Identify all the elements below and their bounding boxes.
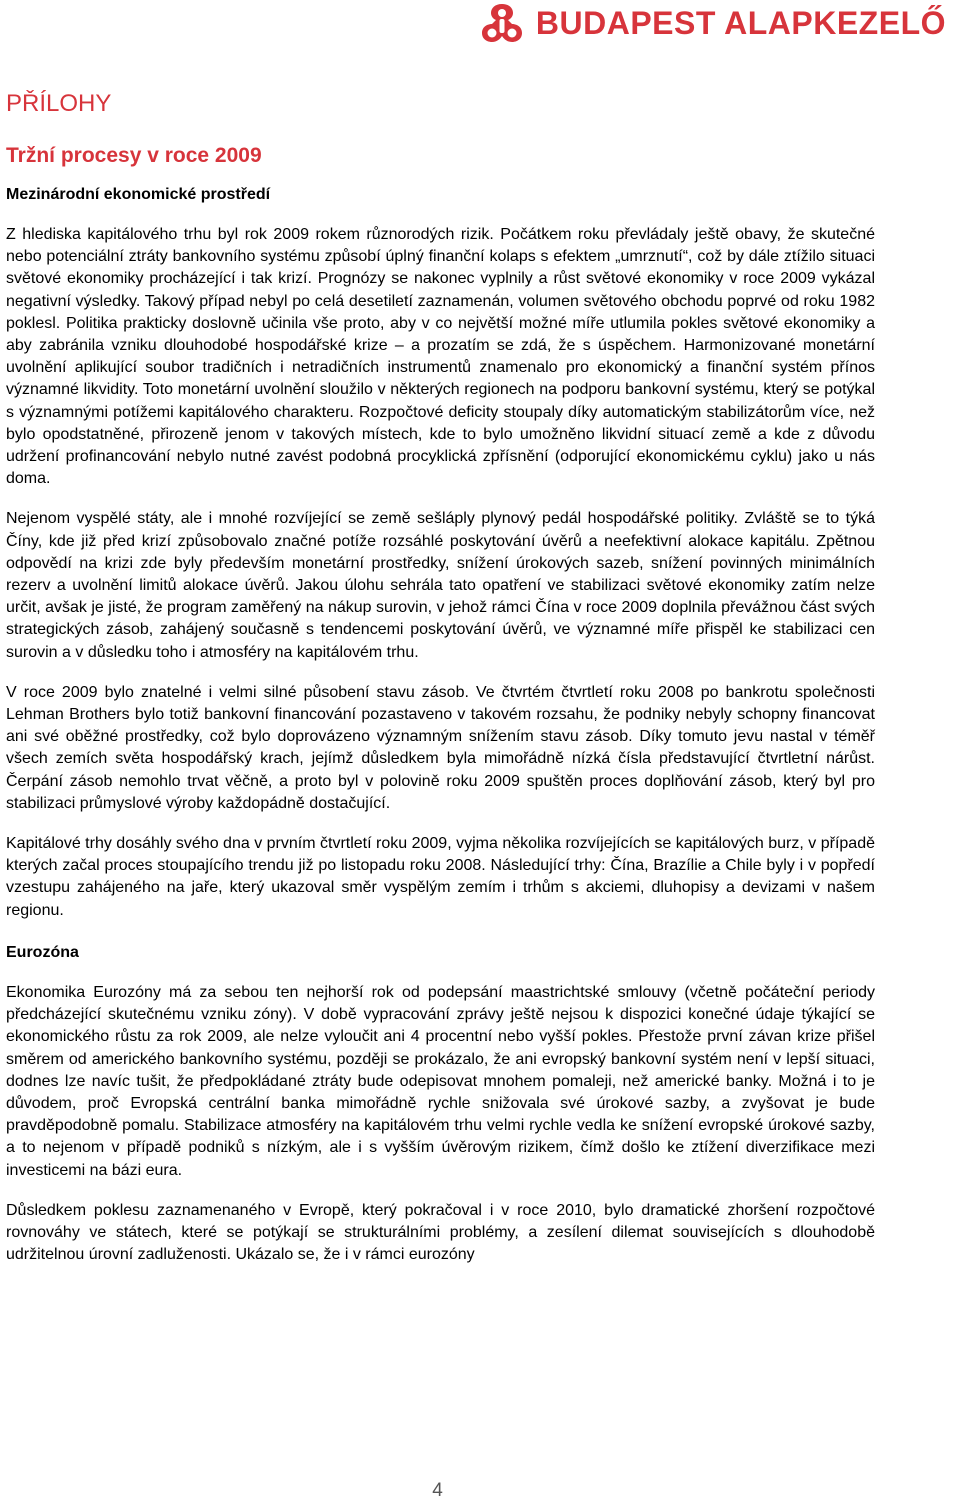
document-content <box>6 88 875 1266</box>
paragraph: Nejenom vyspělé státy, ale i mnohé rozvíjející se země sešláply plynový pedál hospodářské politiky. Zvláště se to týká Číny, kde již před krizí způsobovalo značné potíže rozsáhlé poskytování úvěrů a neefektivní alokace kapitálu. Zpětnou odpovědí na krizi zde byly především monetární prostředky, snížení úrokových sazeb, snížení povinných minimálních rezerv a uvolnění limitů alokace úvěrů. Jakou úlohu sehrála tato opatření ve stabilizaci světové ekonomiky zatím nelze určit, avšak je jisté, že program zaměřený na nákup surovin, v jehož rámci Čína v roce 2009 doplnila převážnou část svých strategických zásob, zahájený současně s tendencemi poskytování úvěrů, ve významné míře přispěl ke stabilizaci cen surovin a v důsledku toho i atmosféry na kapitálovém trhu. <box>6 510 875 661</box>
paragraph: Ekonomika Eurozóny má za sebou ten nejhorší rok od podepsání maastrichtské smlouvy (včetně počáteční periody předcházející skutečnému vzniku zóny). V době vypracování zprávy ještě nejsou k dispozici konečné údaje týkající se ekonomického růstu za rok 2009, ale nelze vyloučit ani 4 procentní nebo vyšší pokles. Přestože první závan krize přišel směrem od amerického bankovního systému, později se prokázalo, že ani evropský bankovní systém není v lepší situaci, dodnes lze navíc tušit, že předpokládané ztráty bude odepisovat mnohem pomaleji, než americké banky. Možná i to je důvodem, proč Evropská centrální banka mimořádně rychle snižovala své úrokové sazby, a zvyšovat je bude pravděpodobně pomalu. Stabilizace atmosféry na kapitálovém trhu velmi rychle vedla ke snížení evropské úrokové sazby, a to nejenom v případě podniků s nízkým, ale i s vyšším úvěrovým rizikem, čímž došlo ke ztížení diverzifikace mezi investicemi na bázi eura. <box>6 983 875 1179</box>
subsection-title: Mezinárodní ekonomické prostředí <box>6 186 271 203</box>
page-number: 4 <box>432 1480 443 1501</box>
paragraph: Z hlediska kapitálového trhu byl rok 2009 rokem různorodých rizik. Počátkem roku převládaly ještě obavy, že skutečné nebo potenciální ztráty bankovního systému způsobí úplný finanční kolaps s efektem „umrznutí“, což by dále ztížilo situaci světové ekonomiky procházející i tak krizí. Prognózy se nakonec vyplnily a růst světové ekonomiky v roce 2009 vykázal negativní výsledky. Takový případ nebyl po celá desetiletí zaznamenán, volumen světového obchodu poprvé od roku 1982 poklesl. Politika prakticky doslovně učinila vše proto, aby v co největší možné míře utlumila pokles světové ekonomiky a aby zabránila vzniku dlouhodobé hospodářské krize – a prozatím se zdá, že s úspěchem. Harmonizované monetární uvolnění aplikující soubor tradičních i netradičních instrumentů znamenalo pro ekonomický a finanční systém přínos významné likvidity. Toto monetární uvolnění sloužilo v některých regionech na podporu bankovní systému, který se potýkal s významnými potížemi kapitálového charakteru. Rozpočtové deficity stoupaly díky automatickým stabilizátorům více, než bylo opodstatněné, přirozeně jenom v takových místech, kde to bylo umožněno likvidní situací země a kde z důvodu udržení profinancování nebylo nutné zavést podobná procyklická zpřísnění (odporující ekonomickému cyklu) jako u nás doma. <box>6 226 875 488</box>
eurozone-heading: Eurozóna <box>6 943 79 961</box>
budapest-alapkezelo-logo-icon <box>478 2 526 44</box>
section-title: Tržní procesy v roce 2009 <box>6 144 262 167</box>
logo-text: BUDAPEST ALAPKEZELŐ <box>535 4 946 41</box>
appendix-title: PŘÍLOHY <box>6 90 112 117</box>
paragraph: Kapitálové trhy dosáhly svého dna v prvním čtvrtletí roku 2009, vyjma několika rozvíjejících se kapitálových burz, v případě kterých začal proces stoupajícího trendu již po listopadu roku 2008. Následující trhy: Čína, Brazílie a Chile byly i v popředí vzestupu zahájeného na jaře, který ukazoval směr vyspělým zemím i trhům s akciemi, dluhopisy a devizami v našem regionu. <box>6 835 875 919</box>
paragraph: V roce 2009 bylo znatelné i velmi silné působení stavu zásob. Ve čtvrtém čtvrtletí roku 2008 po bankrotu společnosti Lehman Brothers bylo totiž bankovní financování pozastaveno v takovém rozsahu, že podniky nebyly schopny financovat ani své oběžné prostředky, což bylo doprovázeno významným snížením stavu zásob. Díky tomuto jevu nastal v téměř všech zemích světa hospodářský krach, jejímž důsledkem byla mimořádně nízká čísla představující čtvrtletní nárůst. Čerpání zásob nemohlo trvat věčně, a proto byl v polovině roku 2009 spuštěn proces doplňování zásob, který byl pro stabilizaci průmyslové výroby každopádně dostačující. <box>6 683 875 812</box>
header-logo <box>478 2 946 44</box>
paragraph: Důsledkem poklesu zaznamenaného v Evropě, který pokračoval i v roce 2010, bylo dramatické zhoršení rozpočtové rovnováhy ve státech, které se potýkají se strukturálními problémy, a zesílení dilemat souvisejících s dlouhodobě udržitelnou úrovní zadluženosti. Ukázalo se, že i v rámci eurozóny <box>6 1201 875 1264</box>
